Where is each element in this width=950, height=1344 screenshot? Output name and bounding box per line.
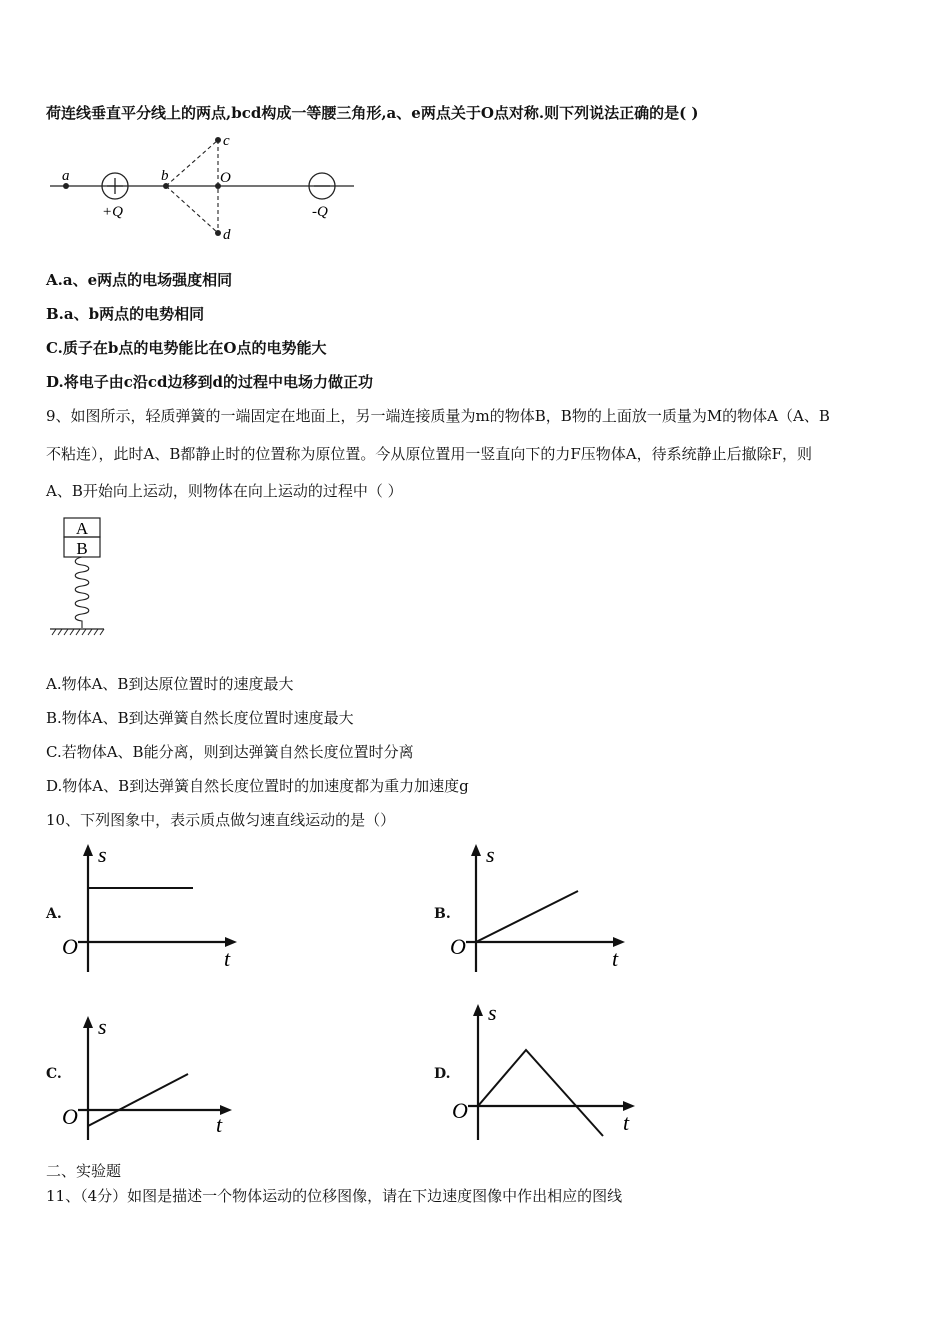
graph-d <box>448 1000 648 1145</box>
graph-b-origin: O <box>450 934 466 959</box>
q9-option-a: A.物体A、B到达原位置时的速度最大 <box>46 675 294 693</box>
graph-d-line <box>478 1050 603 1136</box>
graph-a-label: A. <box>46 906 62 922</box>
label-c: c <box>223 133 230 149</box>
graph-b <box>448 840 638 975</box>
graph-b-label: B. <box>434 906 451 922</box>
q10-stem: 10、下列图象中，表示质点做匀速直线运动的是（） <box>46 811 396 829</box>
graph-b-y-axis: s <box>486 842 495 867</box>
block-b-label: B <box>76 539 88 558</box>
graph-d-label: D. <box>434 1066 451 1082</box>
graph-c <box>60 1010 250 1145</box>
graph-a <box>60 840 250 975</box>
label-b: b <box>161 168 169 184</box>
graph-b-line <box>476 891 578 942</box>
q8-stem: 荷连线垂直平分线上的两点,bcd构成一等腰三角形,a、e两点关于O点对称.则下列说法正确的是( ) <box>46 104 699 122</box>
label-o: O <box>220 170 231 186</box>
graph-a-origin: O <box>62 934 78 959</box>
q9-stem-line-3: A、B开始向上运动，则物体在向上运动的过程中（ ） <box>46 482 403 500</box>
q9-option-c: C.若物体A、B能分离，则到达弹簧自然长度位置时分离 <box>46 743 414 761</box>
graph-d-x-axis: t <box>623 1110 630 1135</box>
q9-stem-line-2: 不粘连），此时A、B都静止时的位置称为原位置。今从原位置用一竖直向下的力F压物体A，待系统静止后撤除F，则 <box>46 445 813 463</box>
graph-c-label: C. <box>46 1066 62 1082</box>
q9-option-d: D.物体A、B到达弹簧自然长度位置时的加速度都为重力加速度g <box>46 777 469 795</box>
graph-a-y-axis: s <box>98 842 107 867</box>
section-title: 二、实验题 <box>46 1162 122 1180</box>
q11-stem: 11、（4分）如图是描述一个物体运动的位移图像，请在下边速度图像中作出相应的图线 <box>46 1187 623 1205</box>
q8-option-c: C.质子在b点的电势能比在O点的电势能大 <box>46 339 327 357</box>
graph-c-y-axis: s <box>98 1014 107 1039</box>
graph-d-origin: O <box>452 1098 468 1123</box>
spring-blocks-figure <box>46 515 116 640</box>
charges-figure <box>46 130 366 245</box>
graph-c-x-axis: t <box>216 1112 223 1137</box>
graph-c-origin: O <box>62 1104 78 1129</box>
label-a: a <box>62 168 70 184</box>
q8-option-b: B.a、b两点的电势相同 <box>46 305 205 323</box>
graph-c-line <box>88 1074 188 1126</box>
q8-option-a: A.a、e两点的电场强度相同 <box>46 271 233 289</box>
label-plus-q: +Q <box>102 204 123 220</box>
graph-b-x-axis: t <box>612 946 619 971</box>
graph-d-y-axis: s <box>488 1000 497 1025</box>
q8-option-d: D.将电子由c沿cd边移到d的过程中电场力做正功 <box>46 373 373 391</box>
q9-stem-line-1: 9、如图所示，轻质弹簧的一端固定在地面上，另一端连接质量为m的物体B，B物的上面放一质量为M的物体A（A、B <box>46 407 830 425</box>
label-d: d <box>223 227 231 243</box>
label-minus-q: -Q <box>312 204 328 220</box>
block-a-label: A <box>75 519 89 538</box>
graph-a-x-axis: t <box>224 946 231 971</box>
q9-option-b: B.物体A、B到达弹簧自然长度位置时速度最大 <box>46 709 354 727</box>
